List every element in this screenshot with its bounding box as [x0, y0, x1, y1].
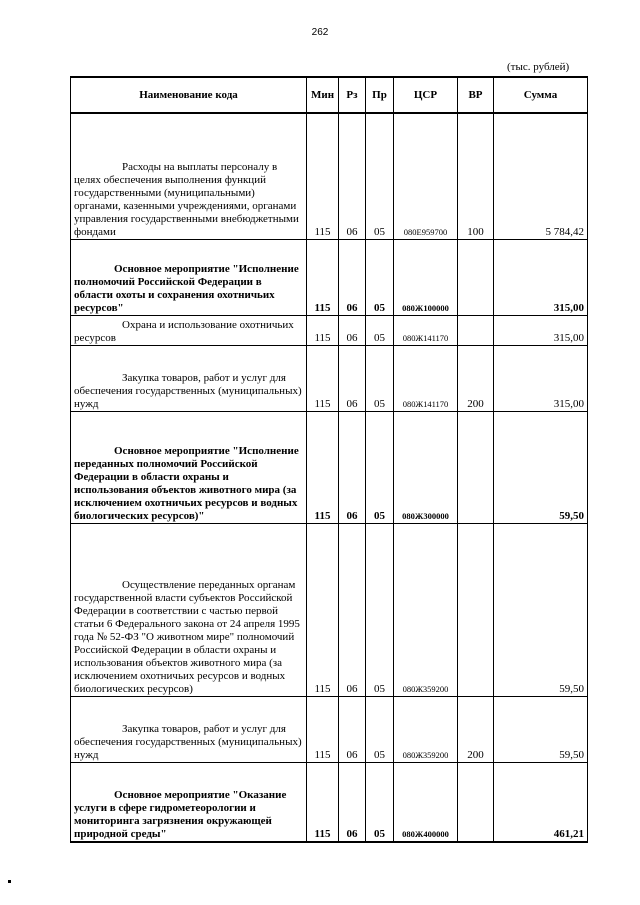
row-pr: 05	[366, 762, 394, 842]
row-csr: 080Ж300000	[394, 411, 458, 523]
row-pr: 05	[366, 315, 394, 345]
row-name: Основное мероприятие "Оказание услуги в сфере гидрометеорологии и мониторинга загрязнения окружающей природной среды"	[71, 762, 307, 842]
row-vr: 200	[458, 345, 494, 411]
table-row	[71, 239, 588, 315]
row-min: 115	[307, 239, 339, 315]
row-sum: 315,00	[494, 345, 588, 411]
row-rz: 06	[339, 762, 366, 842]
row-sum: 59,50	[494, 696, 588, 762]
table-row	[71, 411, 588, 523]
row-csr: 080Ж100000	[394, 239, 458, 315]
row-vr	[458, 239, 494, 315]
table-row	[71, 113, 588, 239]
row-csr: 080Ж400000	[394, 762, 458, 842]
row-vr: 200	[458, 696, 494, 762]
row-sum: 5 784,42	[494, 113, 588, 239]
header-name: Наименование кода	[71, 77, 307, 113]
row-min: 115	[307, 411, 339, 523]
row-sum: 315,00	[494, 315, 588, 345]
row-name: Основное мероприятие "Исполнение переданных полномочий Российской Федерации в области охраны и использования объектов животного мира (за исключением охотничьих ресурсов и водных биологических ресурсов)"	[71, 411, 307, 523]
budget-table	[70, 76, 588, 843]
table-row	[71, 696, 588, 762]
row-csr: 080Ж359200	[394, 696, 458, 762]
row-rz: 06	[339, 113, 366, 239]
row-sum: 59,50	[494, 411, 588, 523]
header-vr: ВР	[458, 77, 494, 113]
header-pr: Пр	[366, 77, 394, 113]
row-min: 115	[307, 523, 339, 696]
row-pr: 05	[366, 239, 394, 315]
header-sum: Сумма	[494, 77, 588, 113]
table-header-row	[71, 77, 588, 113]
row-sum: 59,50	[494, 523, 588, 696]
row-name: Основное мероприятие "Исполнение полномочий Российской Федерации в области охоты и сохранения охотничьих ресурсов"	[71, 239, 307, 315]
scan-mark	[8, 880, 11, 883]
row-min: 115	[307, 315, 339, 345]
table-row	[71, 523, 588, 696]
row-pr: 05	[366, 411, 394, 523]
row-rz: 06	[339, 411, 366, 523]
header-min: Мин	[307, 77, 339, 113]
row-min: 115	[307, 113, 339, 239]
row-pr: 05	[366, 696, 394, 762]
row-pr: 05	[366, 345, 394, 411]
row-csr: 080Ж141170	[394, 315, 458, 345]
row-vr	[458, 762, 494, 842]
row-rz: 06	[339, 523, 366, 696]
row-min: 115	[307, 345, 339, 411]
units-note: (тыс. рублей)	[507, 61, 570, 73]
row-pr: 05	[366, 113, 394, 239]
row-rz: 06	[339, 345, 366, 411]
header-rz: Рз	[339, 77, 366, 113]
table-row	[71, 762, 588, 842]
row-csr: 080Ж141170	[394, 345, 458, 411]
row-pr: 05	[366, 523, 394, 696]
row-rz: 06	[339, 315, 366, 345]
row-vr	[458, 411, 494, 523]
header-csr: ЦСР	[394, 77, 458, 113]
row-name: Охрана и использование охотничьих ресурсов	[71, 315, 307, 345]
row-min: 115	[307, 696, 339, 762]
row-sum: 315,00	[494, 239, 588, 315]
row-rz: 06	[339, 696, 366, 762]
row-min: 115	[307, 762, 339, 842]
row-csr: 080Ж359200	[394, 523, 458, 696]
page-number: 262	[311, 27, 329, 38]
row-name: Закупка товаров, работ и услуг для обеспечения государственных (муниципальных) нужд	[71, 696, 307, 762]
row-sum: 461,21	[494, 762, 588, 842]
row-name: Закупка товаров, работ и услуг для обеспечения государственных (муниципальных) нужд	[71, 345, 307, 411]
row-name: Расходы на выплаты персоналу в целях обеспечения выполнения функций государственными (муниципальными) органами, казенными учреждениями, органами управления государственными внебюджетными фондами	[71, 113, 307, 239]
row-vr	[458, 315, 494, 345]
table-row	[71, 345, 588, 411]
row-vr: 100	[458, 113, 494, 239]
table-row	[71, 315, 588, 345]
row-csr: 080Е959700	[394, 113, 458, 239]
row-name: Осуществление переданных органам государственной власти субъектов Российской Федерации в соответствии с частью первой статьи 6 Федерального закона от 24 апреля 1995 года № 52-ФЗ "О животном мире" полномочий Российской Федерации в области охраны и использования объектов животного мира (за исключением охотничьих ресурсов и водных биологических ресурсов)	[71, 523, 307, 696]
row-vr	[458, 523, 494, 696]
row-rz: 06	[339, 239, 366, 315]
